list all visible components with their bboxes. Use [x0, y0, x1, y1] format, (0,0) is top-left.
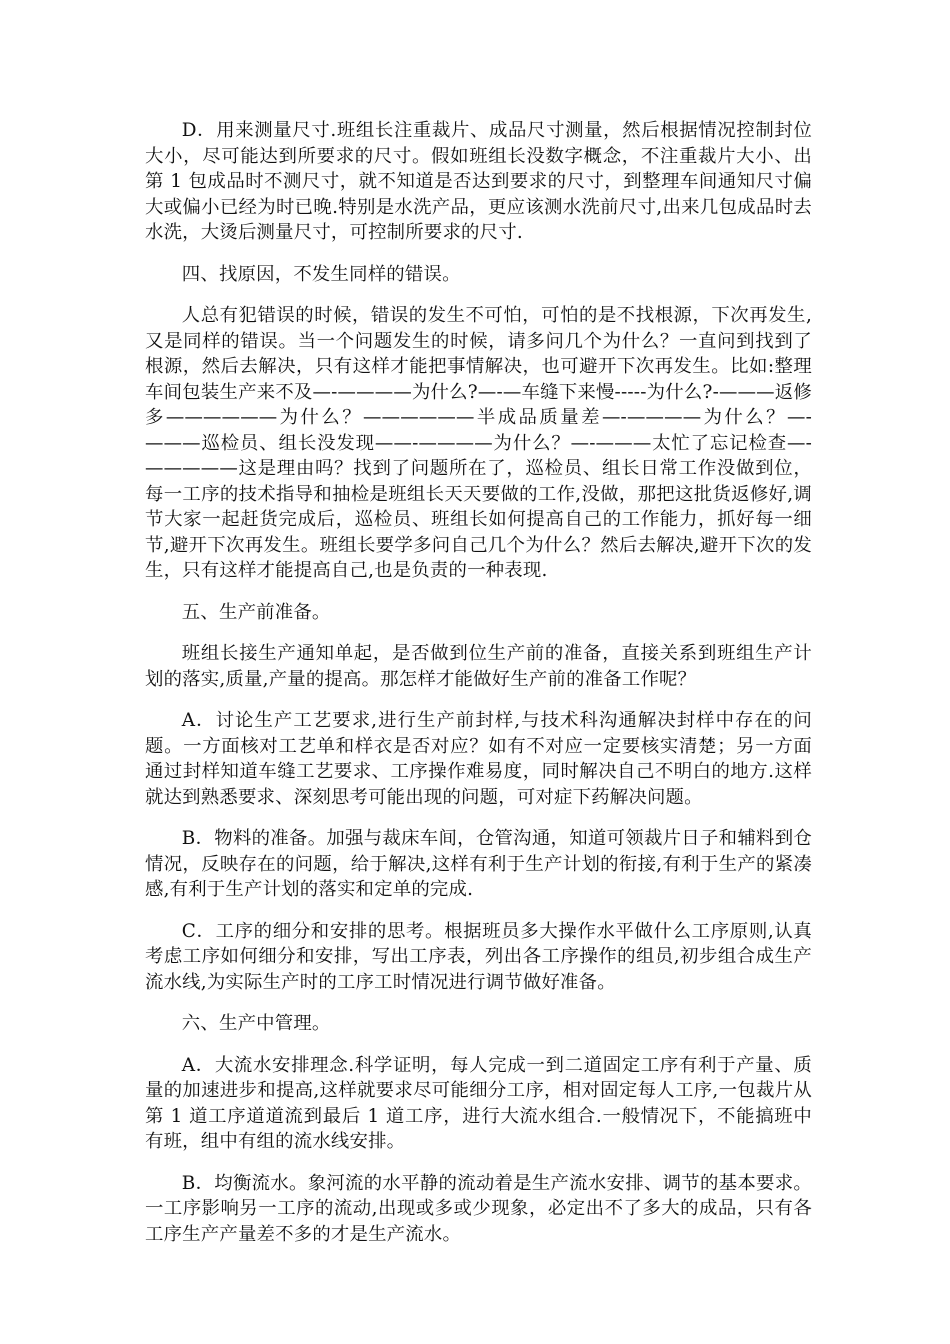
paragraph-b-balanced-flow: B．均衡流水。象河流的水平静的流动着是生产流水安排、调节的基本要求。一工序影响另一工序的流动,出现或多或少现象，必定出不了多大的成品，只有各工序生产产量差不多的才是生产流水。: [145, 1172, 812, 1245]
paragraph-ask-why: 人总有犯错误的时候，错误的发生不可怕，可怕的是不找根源，下次再发生,又是同样的错误。当一个问题发生的时候，请多问几个为什么？一直问到找到了根源，然后去解决，只有这样才能把事情解决，也可避开下次再发生。比如:整理车间包装生产来不及—-————为什么?—-—车缝下来慢-----为什么?-———返修多——————为什么？——————半成品质量差—-————为什么？—-———巡检员、组长没发现——-————为什么？—-———太忙了忘记检查—-—————这是理由吗？找到了问题所在了，巡检员、组长日常工作没做到位，每一工序的技术指导和抽检是班组长天天要做的工作,没做，那把这批货返修好,调节大家一起赶货完成后，巡检员、班组长如何提高自己的工作能力，抓好每一细节,避开下次再发生。班组长要学多问自己几个为什么？然后去解决,避开下次的发生，只有这样才能提高自己,也是负责的一种表现.: [145, 305, 812, 581]
section-heading-find-cause: 四、找原因，不发生同样的错误。: [181, 263, 461, 285]
paragraph-b-material-preparation: B．物料的准备。加强与裁床车间，仓管沟通，知道可领裁片日子和辅料到仓情况，反映存在的问题，给于解决,这样有利于生产计划的衔接,有利于生产的紧凑感,有利于生产计划的落实和定单的完成.: [145, 828, 812, 900]
paragraph-a-process-requirements: A．讨论生产工艺要求,进行生产前封样,与技术科沟通解决封样中存在的问题。一方面核对工艺单和样衣是否对应？如有不对应一定要核实清楚；另一方面通过封样知道车缝工艺要求、工序操作难易度，同时解决自己不明白的地方.这样就达到熟悉要求、深刻思考可能出现的问题，可对症下药解决问题。: [145, 710, 812, 808]
document-body: [145, 118, 812, 1263]
section-heading-in-production: 六、生产中管理。: [181, 1013, 331, 1034]
paragraph-production-notice: 班组长接生产通知单起，是否做到位生产前的准备，直接关系到班组生产计划的落实,质量,产量的提高。那怎样才能做好生产前的准备工作呢？: [145, 643, 812, 690]
paragraph-a-large-flow: A．大流水安排理念.科学证明，每人完成一到二道固定工序有利于产量、质量的加速进步和提高,这样就要求尽可能细分工序，相对固定每人工序,一包裁片从第 1 道工序道道流到最后 1 道工序，进行大流水组合.一般情况下，不能搞班中有班，组中有组的流水线安排。: [145, 1054, 812, 1152]
paragraph-c-process-breakdown: C．工序的细分和安排的思考。根据班员多大操作水平做什么工序原则,认真考虑工序如何细分和安排，写出工序表，列出各工序操作的组员,初步组合成生产流水线,为实际生产时的工序工时情况进行调节做好准备。: [145, 920, 812, 993]
paragraph-d-measure-size: D．用来测量尺寸.班组长注重裁片、成品尺寸测量，然后根据情况控制封位大小，尽可能达到所要求的尺寸。假如班组长没数字概念，不注重裁片大小、出第 1 包成品时不测尺寸，就不知道是否达到要求的尺寸，到整理车间通知尺寸偏大或偏小已经为时已晚.特别是水洗产品，更应该测水洗前尺寸,出来几包成品时去水洗，大烫后测量尺寸，可控制所要求的尺寸.: [145, 120, 812, 243]
section-heading-pre-production: 五、生产前准备。: [181, 601, 331, 623]
